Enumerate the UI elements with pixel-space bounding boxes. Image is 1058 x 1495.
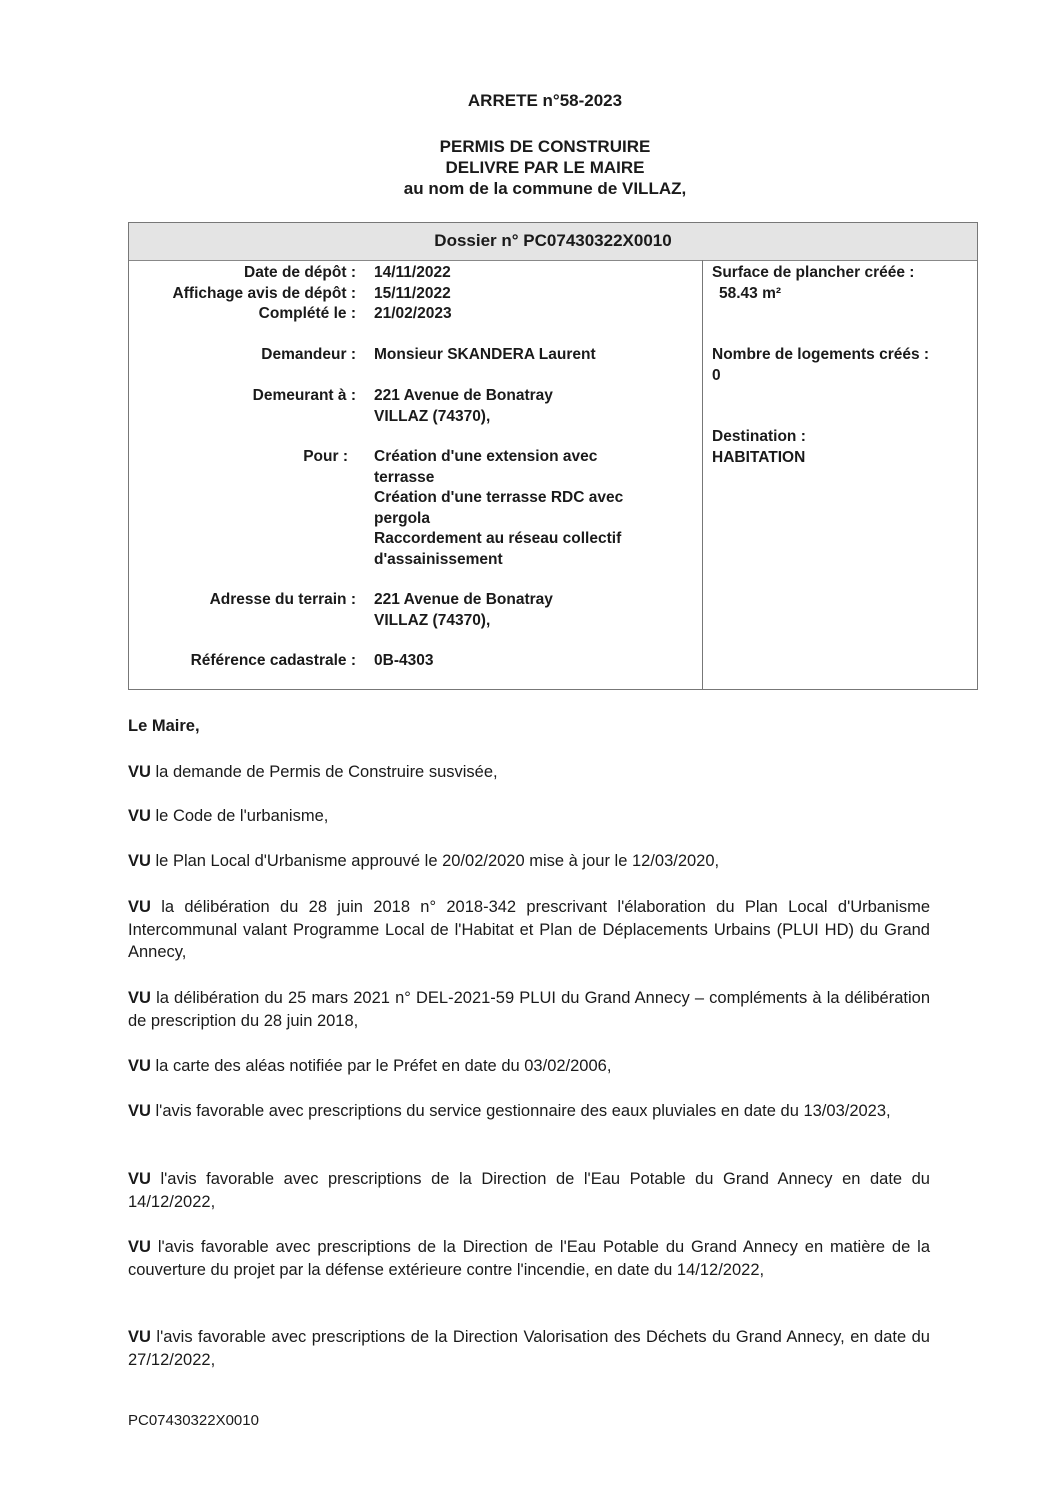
vu-keyword: VU <box>128 1170 151 1188</box>
pour-line-4: pergola <box>374 509 430 527</box>
destination-label: Destination : <box>712 428 806 445</box>
demandeur-value: Monsieur SKANDERA Laurent <box>374 346 596 363</box>
dossier-table <box>128 222 978 690</box>
affichage-label: Affichage avis de dépôt : <box>172 284 356 302</box>
vu-keyword: VU <box>128 898 151 916</box>
vu-paragraph <box>128 1168 930 1213</box>
vu-paragraph <box>128 1326 930 1371</box>
arrete-number: ARRETE n°58-2023 <box>467 91 623 110</box>
pour-line-2: terrasse <box>374 468 435 486</box>
vu-text: l'avis favorable avec prescriptions de la Direction Valorisation des Déchets du Grand Annecy, en date du 27/12/2022, <box>128 1328 930 1369</box>
vu-paragraph <box>128 1236 930 1281</box>
pour-line-3: Création d'une terrasse RDC avec <box>374 489 624 506</box>
vu-keyword: VU <box>128 763 151 781</box>
date-depot-label: Date de dépôt : <box>244 264 356 281</box>
destination-value: HABITATION <box>712 448 806 466</box>
demeurant-label: Demeurant à : <box>252 387 356 404</box>
vu-text: l'avis favorable avec prescriptions de la Direction de l'Eau Potable du Grand Annecy en date du 14/12/2022, <box>128 1170 930 1211</box>
cadastre-value: 0B-4303 <box>374 652 434 669</box>
vu-text: la demande de Permis de Construire susvisée, <box>155 763 498 781</box>
demeurant-line-2: VILLAZ (74370), <box>374 407 491 425</box>
surface-label: Surface de plancher créée : <box>712 264 915 281</box>
vu-keyword: VU <box>128 1328 151 1346</box>
dates-row <box>129 263 702 325</box>
complete-value: 21/02/2023 <box>374 305 452 322</box>
vu-keyword: VU <box>128 1102 151 1120</box>
surface-block <box>712 263 972 304</box>
vu-text: l'avis favorable avec prescriptions de la Direction de l'Eau Potable du Grand Annecy en matière de la couverture du projet par la défense extérieure contre l'incendie, en date du 14/12/2022, <box>128 1238 930 1279</box>
vu-text: l'avis favorable avec prescriptions du service gestionnaire des eaux pluviales en date du 13/03/2023, <box>155 1102 891 1120</box>
vu-paragraph <box>128 1055 930 1078</box>
vu-keyword: VU <box>128 1238 151 1256</box>
adresse-line-1: 221 Avenue de Bonatray <box>374 591 553 608</box>
adresse-line-2: VILLAZ (74370), <box>374 611 491 629</box>
vu-keyword: VU <box>128 852 151 870</box>
pour-line-5: Raccordement au réseau collectif <box>374 530 622 547</box>
affichage-value: 15/11/2022 <box>374 284 451 302</box>
logements-value: 0 <box>712 366 721 384</box>
vu-text: la délibération du 28 juin 2018 n° 2018-342 prescrivant l'élaboration du Plan Local d'Urbanisme Intercommunal valant Programme Local de l'Habitat et Plan de Déplacements Urbains (PLUI HD) du Grand Annecy, <box>128 898 930 961</box>
vu-keyword: VU <box>128 989 151 1007</box>
surface-value: 58.43 m² <box>719 284 782 302</box>
demandeur-label: Demandeur : <box>261 346 356 363</box>
heading-line-1: PERMIS DE CONSTRUIRE <box>439 137 651 156</box>
heading-line-3: au nom de la commune de VILLAZ, <box>403 179 687 198</box>
vu-keyword: VU <box>128 1057 151 1075</box>
vu-text: la carte des aléas notifiée par le Préfet en date du 03/02/2006, <box>155 1057 612 1075</box>
vu-text: le Code de l'urbanisme, <box>155 807 329 825</box>
logements-label: Nombre de logements créés : <box>712 346 930 363</box>
vu-paragraph <box>128 896 930 964</box>
adresse-label: Adresse du terrain : <box>209 591 356 608</box>
vu-paragraph <box>128 987 930 1032</box>
column-divider <box>702 260 703 689</box>
vu-paragraph <box>128 1100 930 1123</box>
dossier-title: Dossier n° PC07430322X0010 <box>129 223 977 261</box>
maire-heading: Le Maire, <box>128 717 200 735</box>
date-depot-value: 14/11/2022 <box>374 264 451 281</box>
destination-block <box>712 427 972 468</box>
demeurant-line-1: 221 Avenue de Bonatray <box>374 387 553 404</box>
vu-keyword: VU <box>128 807 151 825</box>
vu-text: le Plan Local d'Urbanisme approuvé le 20/02/2020 mise à jour le 12/03/2020, <box>155 852 720 870</box>
vu-text: la délibération du 25 mars 2021 n° DEL-2021-59 PLUI du Grand Annecy – compléments à la délibération de prescription du 28 juin 2018, <box>128 989 930 1030</box>
logements-block <box>712 345 972 386</box>
footer-reference: PC07430322X0010 <box>128 1412 259 1429</box>
pour-line-6: d'assainissement <box>374 550 503 568</box>
pour-line-1: Création d'une extension avec <box>374 448 598 465</box>
vu-paragraph <box>128 850 930 873</box>
cadastre-label: Référence cadastrale : <box>190 652 356 669</box>
vu-paragraph <box>128 761 930 784</box>
complete-label: Complété le : <box>258 305 356 322</box>
heading-line-2: DELIVRE PAR LE MAIRE <box>445 158 645 177</box>
vu-paragraph <box>128 805 930 828</box>
document-heading <box>16 136 1058 199</box>
pour-label: Pour : <box>303 448 348 465</box>
